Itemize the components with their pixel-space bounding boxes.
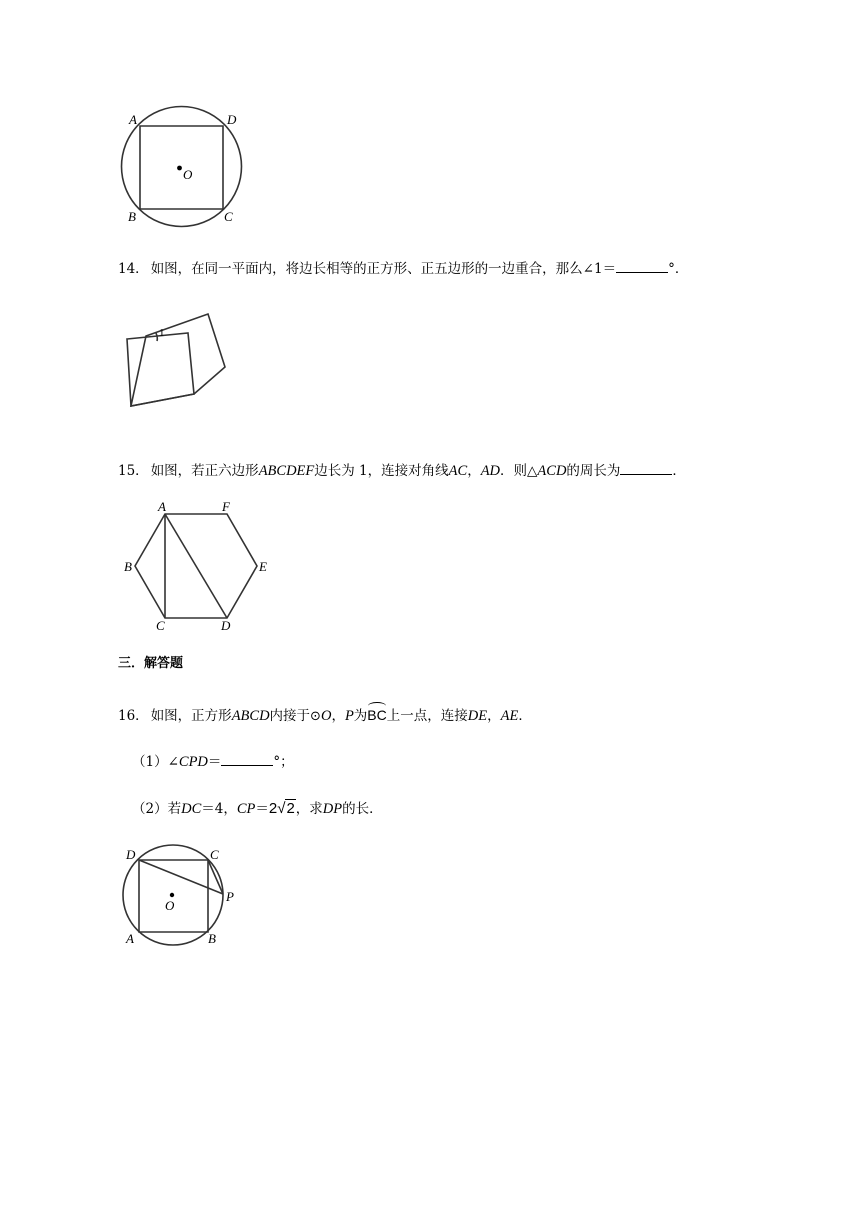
label-o: O [165, 898, 175, 913]
answer-blank[interactable] [221, 751, 273, 766]
text: 的长． [342, 801, 383, 817]
arc-label: BC [367, 707, 387, 723]
question-14 [118, 258, 688, 279]
question-15 [118, 460, 686, 481]
label-a: A [129, 112, 137, 127]
center-point [177, 166, 182, 171]
question-text: 如图，在同一平面内，将边长相等的正方形、正五边形的一边重合，那么∠1＝ [150, 261, 617, 277]
text: ＝ [207, 754, 222, 770]
label-c: C [156, 618, 165, 633]
hexagon-name: ABCDEF [258, 463, 315, 479]
text: ． [518, 708, 532, 724]
angle-1-label: 1 [159, 327, 165, 339]
section-heading: 三．解答题 [118, 656, 184, 671]
text: ， [331, 708, 345, 724]
center-o: O [320, 708, 332, 724]
angle-cpd: CPD [178, 754, 208, 770]
label-f: F [222, 499, 230, 514]
square-name: ABCD [231, 708, 270, 724]
text: ＝4， [201, 801, 237, 817]
text: °； [273, 754, 294, 770]
question-16 [118, 702, 532, 727]
radicand: 2 [286, 800, 295, 817]
question-number: 15． [118, 463, 149, 479]
segment-dp: DP [322, 801, 343, 817]
text: 边长为 1，连接对角线 [314, 463, 449, 479]
figure-q15-hexagon [118, 496, 278, 636]
text: ，求 [295, 801, 323, 817]
question-16-part-1 [132, 751, 294, 772]
diagonal-ad: AD [480, 463, 501, 479]
text: 为 [353, 708, 368, 724]
answer-blank[interactable] [616, 258, 668, 273]
point-p: P [344, 708, 354, 724]
question-number: 14． [118, 261, 149, 277]
answer-blank[interactable] [620, 460, 672, 475]
question-16-part-2 [132, 799, 383, 819]
square [127, 333, 194, 406]
label-b: B [208, 931, 216, 946]
segment-de: DE [467, 708, 488, 724]
label-b: B [128, 209, 136, 224]
figure-q13-circle-square [110, 100, 270, 230]
label-d: D [227, 112, 237, 127]
pentagon [131, 314, 225, 406]
segment-dc: DC [181, 801, 202, 817]
part-label: （2）若 [132, 801, 182, 817]
text: 内接于 [269, 708, 311, 724]
label-d: D [126, 847, 136, 862]
arc-mark [368, 702, 385, 710]
label-a: A [126, 931, 134, 946]
segment-ae: AE [500, 708, 519, 724]
label-o: O [183, 167, 193, 182]
label-p: P [226, 889, 234, 904]
question-number: 16． [118, 708, 149, 724]
text: ．则△ [500, 463, 538, 479]
coefficient: 2 [268, 800, 278, 817]
question-suffix: °． [668, 261, 689, 277]
text: 的周长为 [566, 463, 621, 479]
center-point [170, 893, 174, 897]
triangle-acd: ACD [537, 463, 567, 479]
arc-bc [367, 702, 386, 725]
diagonal-ad-line [165, 514, 227, 618]
sqrt-expression: 2√2 [268, 800, 295, 817]
text: ． [672, 463, 686, 479]
label-c: C [224, 209, 233, 224]
text: 如图，正方形 [150, 708, 232, 724]
circle-symbol: ⊙ [310, 709, 321, 724]
text: ， [467, 463, 481, 479]
text: 如图，若正六边形 [150, 463, 259, 479]
label-d: D [221, 618, 231, 633]
part-label: （1）∠ [132, 754, 179, 770]
segment-cp: CP [236, 801, 256, 817]
diagonal-ac: AC [448, 463, 468, 479]
label-c: C [210, 847, 219, 862]
label-b: B [124, 559, 132, 574]
text: 上一点，连接 [386, 708, 468, 724]
figure-q14-square-pentagon [110, 300, 240, 430]
text: ， [487, 708, 501, 724]
label-e: E [259, 559, 267, 574]
label-a: A [158, 499, 166, 514]
figure-q16-circle-square [112, 840, 252, 950]
text: ＝ [255, 801, 269, 817]
angle-1-arc [156, 333, 157, 341]
